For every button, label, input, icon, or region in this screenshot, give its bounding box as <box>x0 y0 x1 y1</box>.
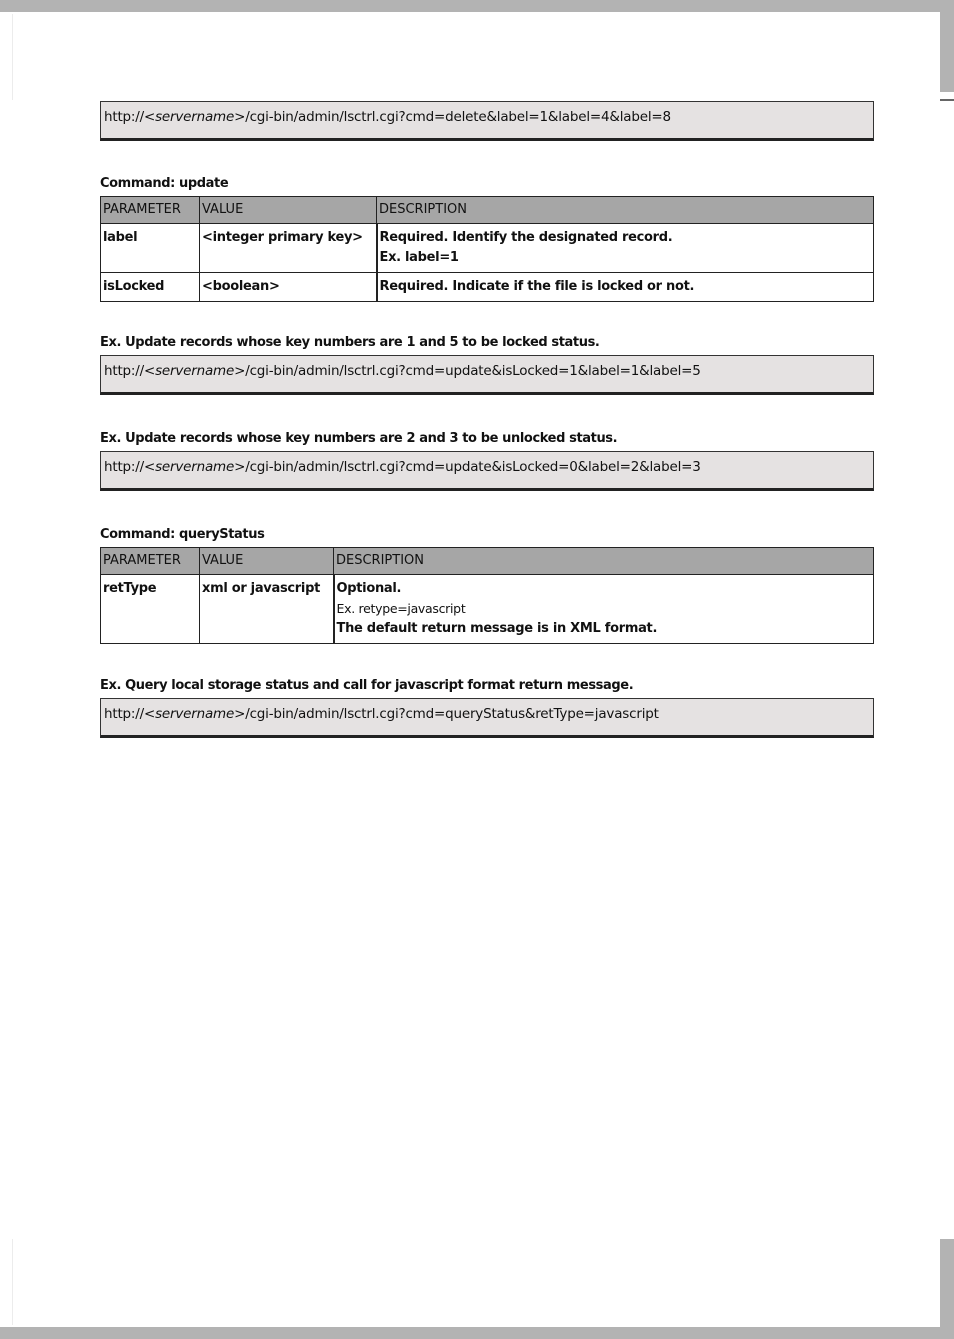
url-servername: servername <box>155 459 235 475</box>
table-header-row <box>101 197 874 224</box>
description-line: Optional. <box>336 581 402 596</box>
table-row <box>101 273 874 302</box>
param-value: <integer primary key> <box>200 224 377 273</box>
description-line: Required. Indicate if the file is locked or not. <box>379 279 695 294</box>
header-value: VALUE <box>200 197 377 224</box>
page-edge-marker <box>940 99 954 101</box>
url-suffix: >/cgi-bin/admin/lsctrl.cgi?cmd=update&isLocked=0&label=2&label=3 <box>234 459 701 475</box>
page-frame-right-bottom <box>940 1239 954 1327</box>
page-frame-bottom <box>0 1327 954 1339</box>
url-prefix: http://< <box>104 363 156 379</box>
update-example1-url <box>100 355 874 395</box>
header-parameter: PARAMETER <box>101 548 200 575</box>
querystatus-example-url <box>100 698 874 738</box>
url-suffix: >/cgi-bin/admin/lsctrl.cgi?cmd=delete&label=1&label=4&label=8 <box>234 109 671 125</box>
url-prefix: http://< <box>104 706 156 722</box>
header-parameter: PARAMETER <box>101 197 200 224</box>
param-value: <boolean> <box>200 273 377 302</box>
update-example1-caption: Ex. Update records whose key numbers are 1 and 5 to be locked status. <box>100 335 600 350</box>
querystatus-parameter-table <box>100 547 874 644</box>
update-command-heading: Command: update <box>100 176 229 191</box>
querystatus-example-caption: Ex. Query local storage status and call for javascript format return message. <box>100 678 634 693</box>
page-frame-right-top <box>940 12 954 92</box>
description-line: Ex. label=1 <box>379 250 459 265</box>
querystatus-command-heading: Command: queryStatus <box>100 527 265 542</box>
param-name: label <box>101 224 200 273</box>
update-parameter-table <box>100 196 874 302</box>
page-margin-line-top <box>12 14 13 100</box>
param-name: isLocked <box>101 273 200 302</box>
url-prefix: http://< <box>104 109 156 125</box>
url-prefix: http://< <box>104 459 156 475</box>
table-row <box>101 575 874 644</box>
page-margin-line-bottom <box>12 1239 13 1325</box>
page-frame-top <box>0 0 954 12</box>
param-description <box>377 273 874 302</box>
header-value: VALUE <box>200 548 334 575</box>
param-name: retType <box>101 575 200 644</box>
header-description: DESCRIPTION <box>334 548 874 575</box>
table-header-row <box>101 548 874 575</box>
param-value: xml or javascript <box>200 575 334 644</box>
url-suffix: >/cgi-bin/admin/lsctrl.cgi?cmd=queryStatus&retType=javascript <box>234 706 659 722</box>
param-description <box>377 224 874 273</box>
param-description <box>334 575 874 644</box>
url-servername: servername <box>155 363 235 379</box>
document-content <box>100 101 874 738</box>
header-description: DESCRIPTION <box>377 197 874 224</box>
url-suffix: >/cgi-bin/admin/lsctrl.cgi?cmd=update&isLocked=1&label=1&label=5 <box>234 363 701 379</box>
table-row <box>101 224 874 273</box>
url-servername: servername <box>155 706 235 722</box>
delete-example-url <box>100 101 874 141</box>
description-line: Required. Identify the designated record. <box>379 230 673 245</box>
description-line: Ex. retype=javascript <box>336 601 466 616</box>
update-example2-caption: Ex. Update records whose key numbers are 2 and 3 to be unlocked status. <box>100 431 618 446</box>
update-example2-url <box>100 451 874 491</box>
description-line: The default return message is in XML format. <box>336 621 658 636</box>
url-servername: servername <box>155 109 235 125</box>
